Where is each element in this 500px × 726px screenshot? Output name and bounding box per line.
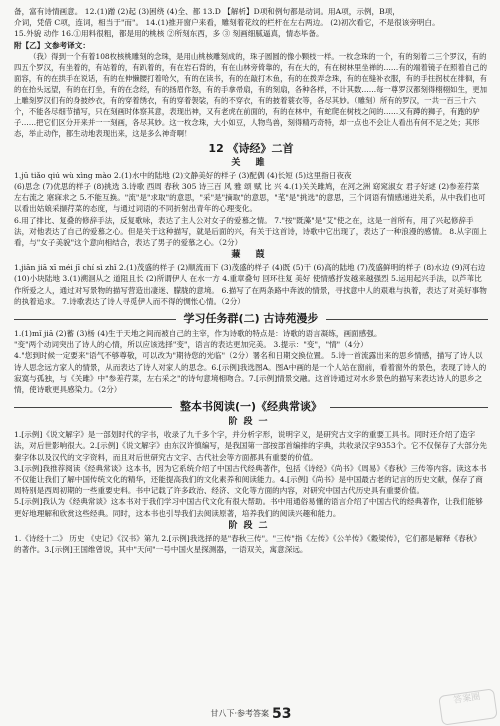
watermark-stamp xyxy=(438,688,498,726)
task-group-answers-2: "变"两个动词突出了诗人的心情，所以应该选择"变"，语言的表达更加完美。 3.提示："变"，"情"（4分） xyxy=(14,340,368,350)
answer-line-2: 介词，凭借 C项，连词，相当于"而"。 14.(1)推开窗户来看，雕刻着花纹的栏杆在左右两边。 (2)初次看它，不是很该旁明白。 xyxy=(14,18,440,28)
task-group-title-text: 学习任务群(二) 古诗苑漫步 xyxy=(176,312,327,325)
stage-two-answers: 1.《诗经十二》 历史 《史记》《汉书》第九 2.[示例]我选择的是"春秋三传"。"三传"指《左传》《公羊传》《穀梁传》，它们都是解释《春秋》的著作。3.[示例]王国维曾说，其中"天问"一号中国火星探测器，一语双关，寓意深远。 xyxy=(14,533,481,555)
appendix-title: 附【乙】文参考译文： xyxy=(14,40,90,50)
jianjia-answers: 1.jiān jiā xī méi jī chí sì zhǐ 2.(1)茂盛的样子 (2)顺流而下 (3)茂盛的样子 (4)既 (5)干 (6)高的陆地 (7)茂盛鲜明的样子 (8)水边 (9)河右边 (10)小块陆地 3.(1)溯洄从之 道阻且长 (2)所谓伊人 在水一方 4.重章叠句 回环往复 美好 使情感抒发越来越强烈 5.运用起兴手法，以芦苇比作所爱之人，通过对写景物的描写营造出凄迷、朦胧的意境。 6.描写了在两条路中奔波的情景，寻找意中人的艰难与执着，表达了对美好事物的执着追求。 7.诗歌表达了诗人寻觅伊人而不得的惆怅心情。（2分） xyxy=(14,263,487,306)
footer-label: 甘八下·参考答案 xyxy=(210,708,270,718)
page-number: 53 xyxy=(272,705,292,722)
answer-key-page xyxy=(14,6,488,722)
task-group-answers-1: 1.(1)mǐ jiā (2)蓄 (3)杨 (4)生于天地之间而被自己的主宰，作为诗歌的特点是：诗歌的语言凝练，画面感强。 xyxy=(14,329,382,339)
stage-two-heading: 阶段二 xyxy=(228,520,274,531)
guanju-answers-3: 6.用了排比、复叠的修辞手法，反复歌咏，表达了主人公对女子的爱慕之情。 7."按"既藻"是"艾"使之在，这是一首所有，用了兴起修辞手法，对他表达了自己的爱慕之心。但是关于这种描写，就是后面的兴，有关于这首诗，诗歌中它出现了，表达了一种浪漫的感情。 8.从字面上看，与"女子美貌"这个意向相结合，表达了男子的爱慕之心。（2分） xyxy=(14,215,487,248)
section-title-whole-book xyxy=(14,399,488,414)
stage-one-heading: 阶段一 xyxy=(228,417,274,428)
whole-book-title-text: 整本书阅读(一)《经典常谈》 xyxy=(172,400,330,413)
stage-one-answers-1: 1.[示例]《说文解字》是一部划时代的字书，收录了九千多个字，并分析字形，说明字义，是研究古文字的重要工具书。同时还介绍了造字法，对后世影响很大。2.[示例]《说文解字》由东汉许慎编写，是我国第一部按部首编排的字典，共收录汉字9353个。它不仅保存了大部分先秦字体以及汉代的文字资料，而且对后世研究古文字、古代社会等方面都具有重要的价值。 xyxy=(14,430,487,462)
stage-one-answers-2: 3.[示例]我推荐阅读《经典常谈》这本书，因为它系统介绍了中国古代经典著作，包括《诗经》《尚书》《周易》《春秋》三传等内容。读这本书不仅能让我们了解中国传统文化的精华，还能提高我们的文化素养和阅读能力。4.[示例]《尚书》是中国最古老的记言的历史文献，保存了商周特别是西周初期的一些重要史料。书中记载了许多政治、经济、文化等方面的内容，对研究中国古代历史具有重要价值。 xyxy=(14,463,487,496)
subsection-guanju: 关 雎 xyxy=(231,157,271,168)
subsection-jianjia: 蒹 葭 xyxy=(231,250,271,261)
answer-line-1: 备，富有诗情画意。 12.(1)蹭 (2)起 (3)困绕 (4)全、都 13.D 【解析】D项和例句都是动词。用A项，示例，B项， xyxy=(14,7,400,16)
task-group-answers-3: 4."您到时候一定要来"语气不够尊敬，可以改为"期待您的光临"（2分）署名和日期交换位置。 5.诗一首流露出来的思乡情感，描写了诗人以诗人思念远方家人的情景，从而表达了诗人对家人的思念。6.[示例]我选图A。图A中画的是一个人站在窗前，看着窗外的景色，表现了诗人的寂寞与孤独，与《关雎》中"参差荇菜，左右采之"的诗句意境相吻合。7.[示例]情景交融。这首诗通过对水乡景色的描写来表达诗人的思乡之情，使诗歌更具感染力。（2分） xyxy=(14,351,487,395)
section-title-shijing: 12 《诗经》二首 xyxy=(208,141,294,155)
answer-line-3: 15.外貌 动作 16.①用料很粗，都是用的桃核 ②所刻东西，多 ③ 刻画细腻逼真，情态毕备。 xyxy=(14,29,324,39)
guanju-answers-2: (6)思念 (7)优思的样子 (8)挑选 3.诗歌 西周 春秋 305 诗三百 风 雅 颂 赋 比 兴 4.(1)关关雎鸠，在河之洲 窈窕淑女 君子好逑 (2)参差荇菜 左右流之 寤寐求之 5.不能互换。"流"是"求取"的意思，"采"是"摘取"的意思，"芼"是"挑选"的意思，三个词语有情感递进关系，从中我们也可以看出姑娘采撷荇菜的态度，与通过词语的不同折射出青年的心理变化。 xyxy=(14,182,486,214)
stage-one-answers-3: 5.[示例]我认为《经典常谈》这本书对于我们学习中国古代文化有很大帮助。书中用通俗易懂的语言介绍了中国古代的经典著作，让我们能够更好地理解和欣赏这些经典。同时，这本书也引导我们去阅读原著，培养我们的阅读兴趣和能力。 xyxy=(14,497,483,518)
appendix-translation: （我）得到一个有着108枚核桃雕刻的念珠，是用山桃核雕刻成的，珠子圆圆的像小颗枝一样。一枚念珠的一个，有的刻着二三个罗汉，有的四五个罗汉，有坐着的，有站着的，有趴着的，有在岩石背的，有在山林旁倚靠的，有在大的，有在树林里坐禅的……有的端着镜子在照着自己的面容，有的在拱手在说话，有的在伸懒腰打着哈欠，有的在读书，有的在敲打木鱼，有的在拨弄念珠，有的在缝补衣服，有的手拄拐杖在徘徊，有的在抬头远望，有的在打坐，有的在念经，有的扬眉作怒，有的手拿帚扇，有的刻扇，各种各样，不计其数……每一尊罗汉都刻得栩栩如生，更加上雕刻罗汉们有的身披纱衣，有的穿着绣衣，有的穿着袈裟，有的不穿衣，有的披着蓑衣等，各尽其妙。（雕刻）所有的罗汉，一共一百三十六个，不能各尽细节描写，只在刻画时体察其意，表现出神，又有老虎在前面的，有的在林中，有蛇爬在树枝之间的……又有蹲的狮子，有跑的驴子……把它们区分开来并一一刻画，各尽其妙。这一枚念珠，大小如豆，人物鸟兽，刻得精巧奇特，却一点也不会让人看出有何不足之处；其形态，举止动作，都生动地表现出来，这是多么神奇啊！ xyxy=(14,51,488,138)
watermark-text: 答案圈 xyxy=(452,692,481,706)
guanju-answers-1: 1.jū tiǎo qiú wù xìng mào 2.(1)水中的陆地 (2)文静美好的样子 (3)配偶 (4)长短 (5)这里指日夜夜 xyxy=(14,170,352,180)
page-footer xyxy=(14,705,488,722)
section-title-task-group xyxy=(14,311,488,326)
